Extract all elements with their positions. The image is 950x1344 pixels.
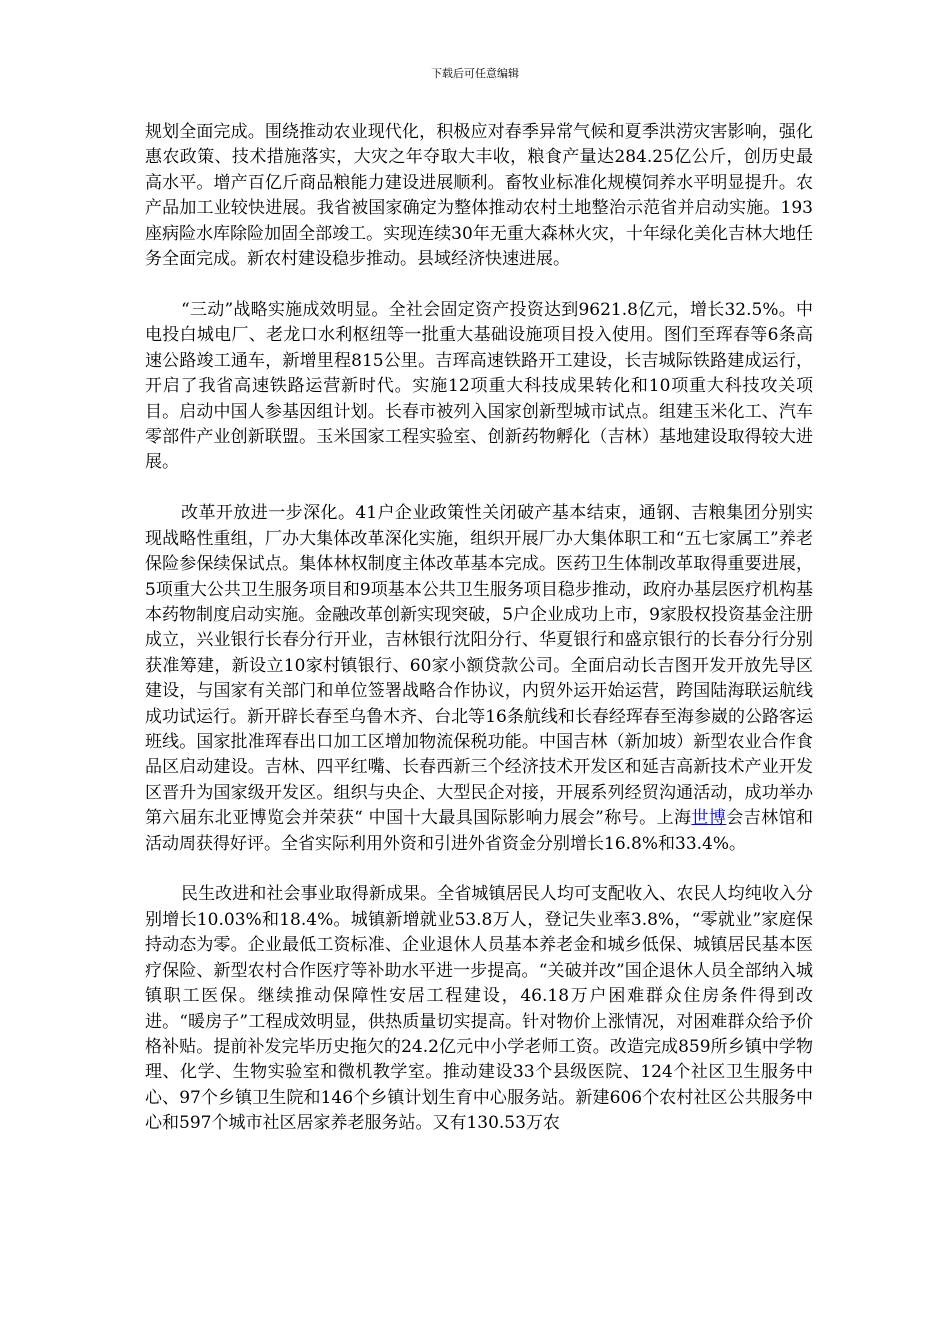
page-header-note: 下载后可任意编辑: [431, 67, 519, 80]
paragraph-three-drives-strategy: “三动”战略实施成效明显。全社会固定资产投资达到9621.8亿元，增长32.5%。中电投白城电厂、老龙口水利枢纽等一批重大基础设施项目投入使用。图们至珲春等6条高速公路竣工通车，新增里程815公里。吉珲高速铁路开工建设，长吉城际铁路建成运行，开启了我省高速铁路运营新时代。实施12项重大科技成果转化和10项重大科技攻关项目。启动中国人参基因组计划。长春市被列入国家创新型城市试点。组建玉米化工、汽车零部件产业创新联盟。玉米国家工程实验室、创新药物孵化（吉林）基地建设取得较大进展。: [145, 299, 813, 473]
paragraph-agriculture: 规划全面完成。围绕推动农业现代化，积极应对春季异常气候和夏季洪涝灾害影响，强化惠农政策、技术措施落实，大灾之年夺取大丰收，粮食产量达284.25亿公斤，创历史最高水平。增产百亿斤商品粮能力建设进展顺利。畜牧业标准化规模饲养水平明显提升。农产品加工业较快进展。我省被国家确定为整体推动农村土地整治示范省并启动实施。193座病险水库除险加固全部竣工。实现连续30年无重大森林火灾，十年绿化美化吉林大地任务全面完成。新农村建设稳步推动。县域经济快速进展。: [145, 122, 813, 270]
paragraph-reform-opening: [145, 501, 813, 857]
reform-text-before-link: 改革开放进一步深化。41户企业政策性关闭破产基本结束，通钢、吉粮集团分别实现战略性重组，厂办大集体改革深化实施，组织开展厂办大集体职工和“五七家属工”养老保险参保续保试点。集体林权制度主体改革基本完成。医药卫生体制改革取得重要进展，5项重大公共卫生服务项目和9项基本公共卫生服务项目稳步推动，政府办基层医疗机构基本药物制度启动实施。金融改革创新实现突破，5户企业成功上市，9家股权投资基金注册成立，兴业银行长春分行开业，吉林银行沈阳分行、华夏银行和盛京银行的长春分行分别获准筹建，新设立10家村镇银行、60家小额贷款公司。全面启动长吉图开发开放先导区建设，与国家有关部门和单位签署战略合作协议，内贸外运开始运营，跨国陆海联运航线成功试运行。新开辟长春至乌鲁木齐、台北等16条航线和长春经珲春至海参崴的公路客运班线。国家批准珲春出口加工区增加物流保税功能。中国吉林（新加坡）新型农业合作食品区启动建设。吉林、四平红嘴、长春西新三个经济技术开发区和延吉高新技术产业开发区晋升为国家级开发区。组织与央企、大型民企对接，开展系列经贸沟通活动，成功举办第六届东北亚博览会并荣获“ 中国十大最具国际影响力展会”称号。上海: [145, 503, 813, 829]
document-body: [145, 120, 813, 1137]
paragraph-livelihood: 民生改进和社会事业取得新成果。全省城镇居民人均可支配收入、农民人均纯收入分别增长10.03%和18.4%。城镇新增就业53.8万人，登记失业率3.8%，“零就业”家庭保持动态为零。企业最低工资标准、企业退休人员基本养老金和城乡低保、城镇居民基本医疗保险、新型农村合作医疗等补助水平进一步提高。“关破并改”国企退休人员全部纳入城镇职工医保。继续推动保障性安居工程建设，46.18万户困难群众住房条件得到改进。“暖房子”工程成效明显，供热质量切实提高。针对物价上涨情况，对困难群众给予价格补贴。提前补发完毕历史拖欠的24.2亿元中小学老师工资。改造完成859所乡镇中学物理、化学、生物实验室和微机教学室。推动建设33个县级医院、124个社区卫生服务中心、97个乡镇卫生院和146个乡镇计划生育中心服务站。新建606个农村社区公共服务中心和597个城市社区居家养老服务站。又有130.53万农: [145, 884, 813, 1134]
expo-link[interactable]: 世博: [691, 808, 727, 829]
reform-text-after-link: 会吉林馆和活动周获得好评。全省实际利用外资和引进外省资金分别增长16.8%和33.4%。: [145, 808, 814, 854]
